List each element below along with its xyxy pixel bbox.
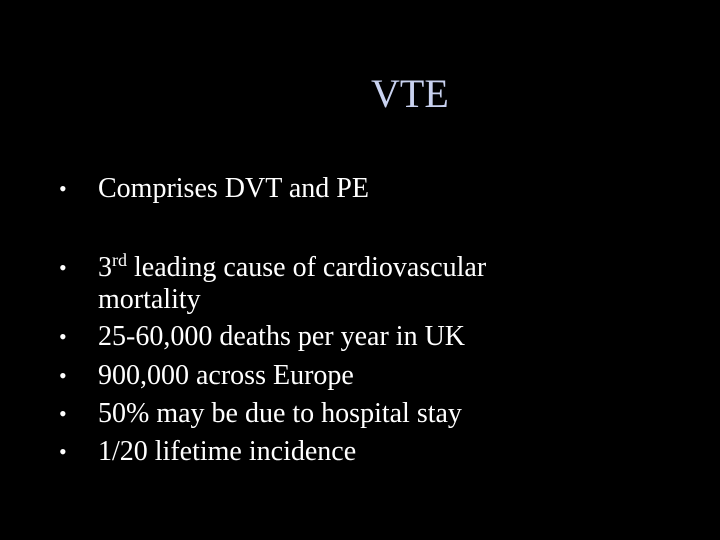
bullet-item xyxy=(59,436,679,468)
slide-title: VTE xyxy=(371,71,449,116)
bullet-item xyxy=(59,360,679,392)
bullet-item xyxy=(59,173,679,205)
bullet-icon: • xyxy=(59,363,67,388)
bullet-number: 3 xyxy=(98,252,112,283)
bullet-text xyxy=(98,252,568,316)
bullet-item xyxy=(59,321,679,353)
bullet-item xyxy=(59,252,679,316)
bullet-item xyxy=(59,398,679,430)
bullet-text: 50% may be due to hospital stay xyxy=(98,398,462,429)
bullet-body: leading cause of cardiovascular mortality xyxy=(98,252,487,315)
bullet-ordinal-superscript: rd xyxy=(112,250,127,270)
bullet-text: Comprises DVT and PE xyxy=(98,173,369,204)
bullet-icon: • xyxy=(59,439,67,464)
bullet-icon: • xyxy=(59,255,67,280)
bullet-text: 900,000 across Europe xyxy=(98,360,354,391)
bullet-text: 1/20 lifetime incidence xyxy=(98,436,357,467)
bullet-icon: • xyxy=(59,176,67,201)
bullet-icon: • xyxy=(59,324,67,349)
bullet-text: 25-60,000 deaths per year in UK xyxy=(98,321,466,352)
bullet-icon: • xyxy=(59,401,67,426)
